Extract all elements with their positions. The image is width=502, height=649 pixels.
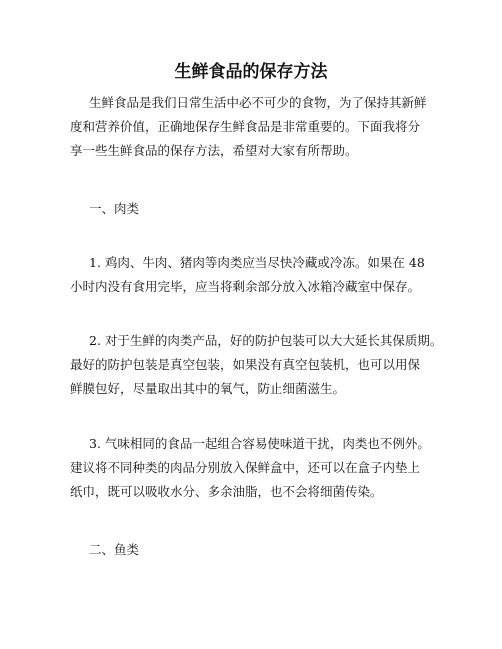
meat-item-2-line-2: 最好的防护包装是真空包装，如果没有真空包装机，也可以用保 — [70, 357, 421, 372]
meat-item-1-line-2: 小时内没有食用完毕，应当将剩余部分放入冰箱冷藏室中保存。 — [70, 279, 421, 294]
meat-item-1-line-1: 1. 鸡肉、牛肉、猪肉等肉类应当尽快冷藏或冷冻。如果在 48 — [89, 255, 425, 270]
intro-line-3: 享一些生鲜食品的保存方法，希望对大家有所帮助。 — [70, 143, 358, 158]
intro-line-2: 度和营养价值，正确地保存生鲜食品是非常重要的。下面我将分 — [70, 119, 421, 134]
meat-item-3-line-3: 纸巾，既可以吸收水分、多余油脂，也不会将细菌传染。 — [70, 484, 383, 499]
meat-item-3-line-2: 建议将不同种类的肉品分别放入保鲜盒中，还可以在盒子内垫上 — [70, 460, 421, 475]
document-title: 生鲜食品的保存方法 — [174, 62, 328, 82]
section-heading-fish: 二、鱼类 — [89, 542, 140, 557]
section-heading-meat: 一、肉类 — [89, 201, 140, 216]
intro-line-1: 生鲜食品是我们日常生活中必不可少的食物，为了保持其新鲜 — [89, 95, 427, 110]
meat-item-2-line-1: 2. 对于生鲜的肉类产品，好的防护包装可以大大延长其保质期。 — [89, 333, 443, 348]
meat-item-3-line-1: 3. 气味相同的食品一起组合容易使味道干扰，肉类也不例外。 — [89, 436, 430, 451]
meat-item-2-line-3: 鲜膜包好，尽量取出其中的氧气，防止细菌滋生。 — [70, 381, 346, 396]
